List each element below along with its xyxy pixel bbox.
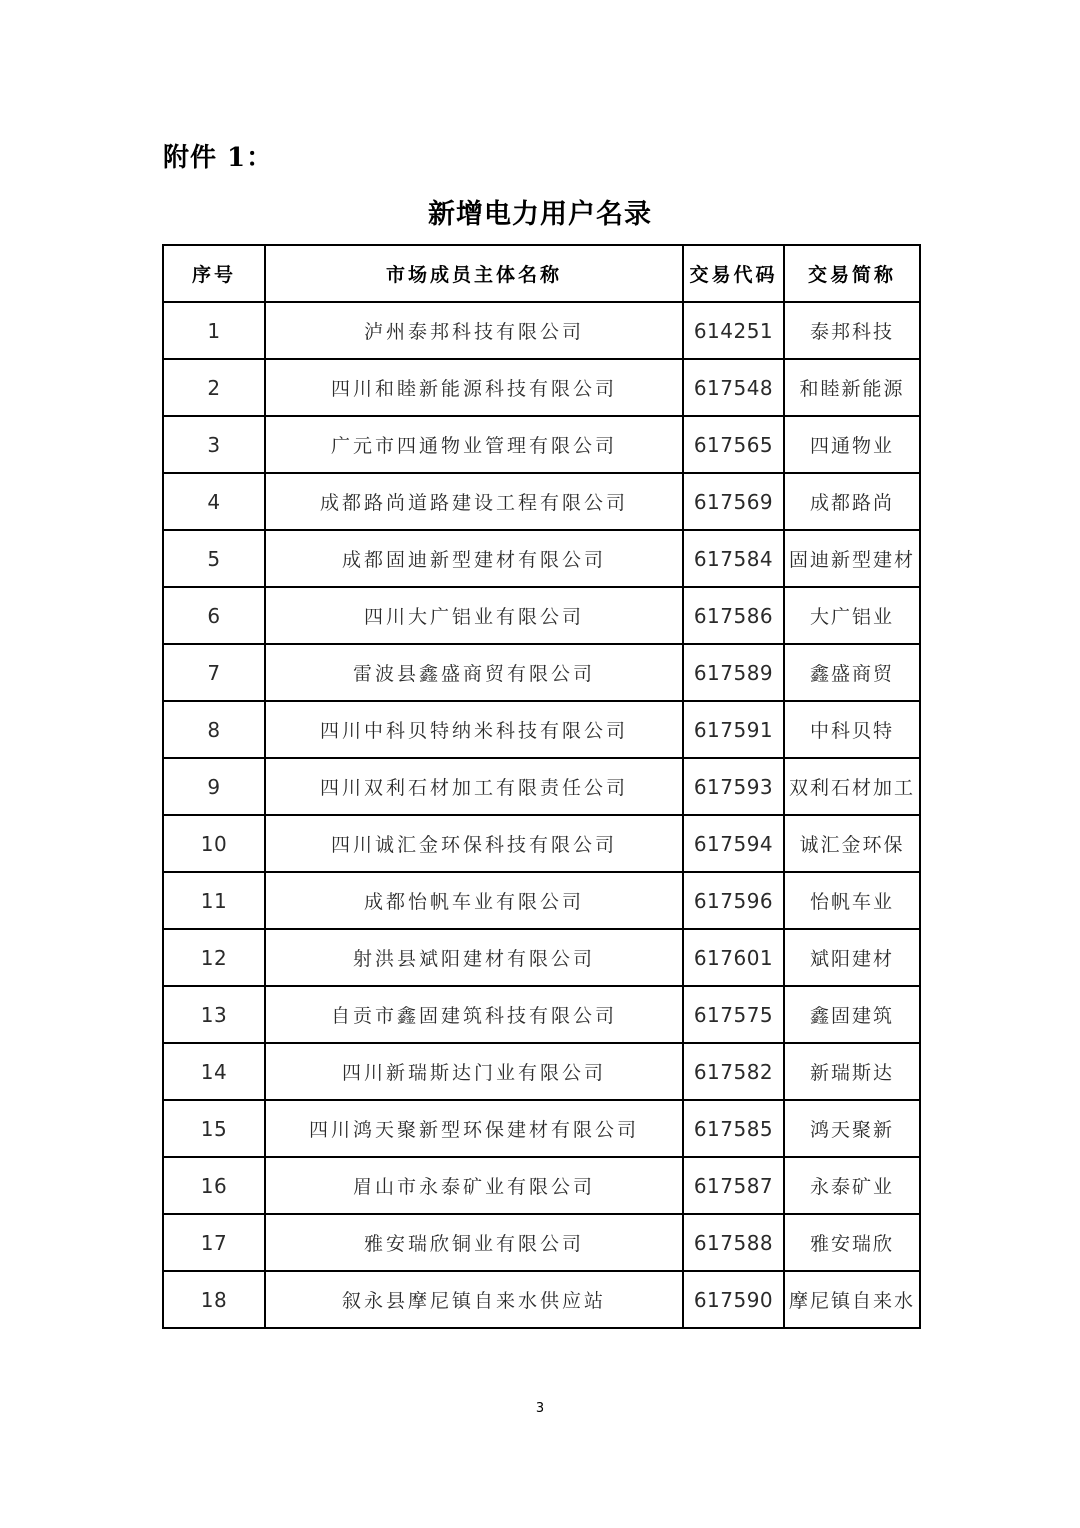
cell-trading-code: 617585 — [683, 1100, 784, 1157]
cell-member-name: 四川和睦新能源科技有限公司 — [265, 359, 683, 416]
cell-trading-short-name: 成都路尚 — [784, 473, 920, 530]
cell-serial-number: 14 — [163, 1043, 265, 1100]
cell-trading-short-name: 永泰矿业 — [784, 1157, 920, 1214]
cell-serial-number: 9 — [163, 758, 265, 815]
cell-trading-code: 617587 — [683, 1157, 784, 1214]
cell-trading-short-name: 大广铝业 — [784, 587, 920, 644]
header-serial-number: 序号 — [163, 245, 265, 302]
cell-trading-short-name: 怡帆车业 — [784, 872, 920, 929]
cell-trading-code: 617584 — [683, 530, 784, 587]
cell-member-name: 四川大广铝业有限公司 — [265, 587, 683, 644]
cell-member-name: 成都路尚道路建设工程有限公司 — [265, 473, 683, 530]
cell-trading-short-name: 雅安瑞欣 — [784, 1214, 920, 1271]
cell-member-name: 泸州泰邦科技有限公司 — [265, 302, 683, 359]
cell-member-name: 四川双利石材加工有限责任公司 — [265, 758, 683, 815]
cell-trading-code: 617548 — [683, 359, 784, 416]
cell-member-name: 四川中科贝特纳米科技有限公司 — [265, 701, 683, 758]
cell-serial-number: 6 — [163, 587, 265, 644]
cell-trading-code: 617593 — [683, 758, 784, 815]
table-row — [163, 587, 920, 644]
cell-member-name: 成都怡帆车业有限公司 — [265, 872, 683, 929]
cell-trading-short-name: 泰邦科技 — [784, 302, 920, 359]
cell-trading-code: 617601 — [683, 929, 784, 986]
header-member-name: 市场成员主体名称 — [265, 245, 683, 302]
cell-serial-number: 17 — [163, 1214, 265, 1271]
cell-member-name: 眉山市永泰矿业有限公司 — [265, 1157, 683, 1214]
table-row — [163, 872, 920, 929]
cell-trading-code: 617590 — [683, 1271, 784, 1328]
cell-member-name: 四川鸿天聚新型环保建材有限公司 — [265, 1100, 683, 1157]
cell-trading-short-name: 摩尼镇自来水 — [784, 1271, 920, 1328]
cell-member-name: 广元市四通物业管理有限公司 — [265, 416, 683, 473]
cell-serial-number: 5 — [163, 530, 265, 587]
cell-trading-short-name: 鑫盛商贸 — [784, 644, 920, 701]
cell-serial-number: 8 — [163, 701, 265, 758]
cell-serial-number: 2 — [163, 359, 265, 416]
cell-member-name: 射洪县斌阳建材有限公司 — [265, 929, 683, 986]
table-row — [163, 815, 920, 872]
cell-member-name: 叙永县摩尼镇自来水供应站 — [265, 1271, 683, 1328]
header-trading-short-name: 交易简称 — [784, 245, 920, 302]
page-number: 3 — [535, 1401, 545, 1416]
cell-serial-number: 7 — [163, 644, 265, 701]
cell-serial-number: 3 — [163, 416, 265, 473]
cell-trading-code: 617569 — [683, 473, 784, 530]
cell-trading-code: 617582 — [683, 1043, 784, 1100]
cell-trading-short-name: 诚汇金环保 — [784, 815, 920, 872]
power-user-roster-table — [162, 244, 921, 1329]
cell-trading-short-name: 和睦新能源 — [784, 359, 920, 416]
cell-member-name: 四川新瑞斯达门业有限公司 — [265, 1043, 683, 1100]
table-row — [163, 302, 920, 359]
table-row — [163, 1100, 920, 1157]
table-row — [163, 1157, 920, 1214]
cell-trading-code: 617586 — [683, 587, 784, 644]
table-row — [163, 473, 920, 530]
table-row — [163, 986, 920, 1043]
cell-trading-short-name: 鑫固建筑 — [784, 986, 920, 1043]
table-header-row — [163, 245, 920, 302]
cell-serial-number: 13 — [163, 986, 265, 1043]
cell-member-name: 雷波县鑫盛商贸有限公司 — [265, 644, 683, 701]
cell-serial-number: 12 — [163, 929, 265, 986]
cell-trading-short-name: 四通物业 — [784, 416, 920, 473]
cell-member-name: 成都固迪新型建材有限公司 — [265, 530, 683, 587]
table-row — [163, 1043, 920, 1100]
table-row — [163, 929, 920, 986]
cell-member-name: 雅安瑞欣铜业有限公司 — [265, 1214, 683, 1271]
cell-serial-number: 11 — [163, 872, 265, 929]
cell-member-name: 四川诚汇金环保科技有限公司 — [265, 815, 683, 872]
cell-trading-short-name: 新瑞斯达 — [784, 1043, 920, 1100]
cell-serial-number: 1 — [163, 302, 265, 359]
cell-trading-short-name: 斌阳建材 — [784, 929, 920, 986]
cell-trading-short-name: 鸿天聚新 — [784, 1100, 920, 1157]
cell-trading-code: 617596 — [683, 872, 784, 929]
cell-trading-short-name: 中科贝特 — [784, 701, 920, 758]
document-title: 新增电力用户名录 — [428, 199, 652, 230]
cell-serial-number: 18 — [163, 1271, 265, 1328]
cell-serial-number: 10 — [163, 815, 265, 872]
cell-trading-code: 617591 — [683, 701, 784, 758]
cell-serial-number: 16 — [163, 1157, 265, 1214]
table-row — [163, 416, 920, 473]
cell-trading-code: 614251 — [683, 302, 784, 359]
attachment-label: 附件 1： — [163, 143, 274, 173]
cell-trading-code: 617575 — [683, 986, 784, 1043]
table-row — [163, 530, 920, 587]
cell-serial-number: 4 — [163, 473, 265, 530]
table-row — [163, 1271, 920, 1328]
table-row — [163, 701, 920, 758]
table-row — [163, 1214, 920, 1271]
cell-trading-code: 617594 — [683, 815, 784, 872]
cell-trading-code: 617588 — [683, 1214, 784, 1271]
cell-serial-number: 15 — [163, 1100, 265, 1157]
cell-member-name: 自贡市鑫固建筑科技有限公司 — [265, 986, 683, 1043]
table-row — [163, 758, 920, 815]
cell-trading-code: 617589 — [683, 644, 784, 701]
cell-trading-code: 617565 — [683, 416, 784, 473]
cell-trading-short-name: 固迪新型建材 — [784, 530, 920, 587]
table-row — [163, 644, 920, 701]
table-row — [163, 359, 920, 416]
cell-trading-short-name: 双利石材加工 — [784, 758, 920, 815]
header-trading-code: 交易代码 — [683, 245, 784, 302]
